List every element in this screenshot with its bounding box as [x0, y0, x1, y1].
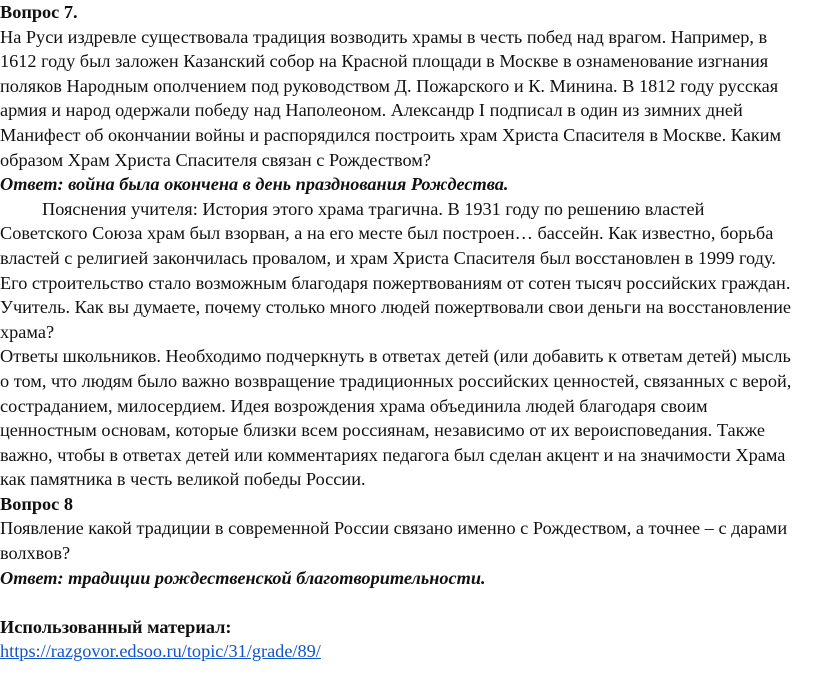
text-line: Ответы школьников. Необходимо подчеркнуть в ответах детей (или добавить к ответам детей) мысль [0, 346, 791, 367]
teacher-explanation [0, 197, 812, 345]
text-line: Появление какой традиции в современной России связано именно с Рождеством, а точнее – с дарами [0, 518, 788, 539]
text-line: состраданием, милосердием. Идея возрождения храма объединила людей благодаря своим [0, 395, 708, 416]
text-line: 1612 году был заложен Казанский собор на Красной площади в Москве в ознаменование изгнания [0, 51, 769, 72]
spacer [0, 590, 812, 615]
question-8-title: Вопрос 8 [0, 493, 74, 514]
text-line: храма? [0, 321, 55, 342]
text-line: как памятника в честь великой победы России. [0, 469, 366, 490]
question-7-answer: Ответ: война была окончена в день празднования Рождества. [0, 174, 509, 195]
question-7-text [0, 25, 812, 173]
source-link[interactable]: https://razgovor.edsoo.ru/topic/31/grade/89/ [0, 641, 321, 662]
student-answers [0, 344, 812, 492]
text-line: ценностным основам, которые близки всем россиянам, независимо от их вероисповедания. Также [0, 420, 766, 441]
text-line: о том, что людям было важно возвращение традиционных российских ценностей, связанных с верой, [0, 370, 792, 391]
question-8-text [0, 516, 812, 565]
text-line: Советского Союза храм был взорван, а на его месте был построен… бассейн. Как известно, борьба [0, 223, 774, 244]
text-line: властей с религией закончилась провалом, и храм Христа Спасителя был восстановлен в 1999 году. [0, 247, 776, 268]
text-line: Учитель. Как вы думаете, почему столько много людей пожертвовали свои деньги на восстановление [0, 297, 792, 318]
text-line: армия и народ одержали победу над Наполеоном. Александр I подписал в один из зимних дней [0, 100, 743, 121]
question-7-title: Вопрос 7. [0, 2, 78, 22]
text-line: важно, чтобы в ответах детей или комментариях педагога был сделан акцент и на значимости Храма [0, 444, 786, 465]
question-8-answer: Ответ: традиции рождественской благотворительности. [0, 567, 486, 588]
text-line: волхвов? [0, 543, 71, 564]
text-line: На Руси издревле существовала традиция возводить храмы в честь побед над врагом. Например, в [0, 26, 768, 47]
text-line: поляков Народным ополчением под руководством Д. Пожарского и К. Минина. В 1812 году русская [0, 75, 779, 96]
text-line: Его строительство стало возможным благодаря пожертвованиям от сотен тысяч российских граждан. [0, 272, 791, 293]
text-line: Пояснения учителя: История этого храма трагична. В 1931 году по решению властей [42, 198, 705, 219]
text-line: Манифест об окончании войны и распорядился построить храм Христа Спасителя в Москве. Каким [0, 124, 782, 145]
sources-title: Использованный материал: [0, 616, 232, 637]
text-line: образом Храм Христа Спасителя связан с Рождеством? [0, 149, 431, 170]
